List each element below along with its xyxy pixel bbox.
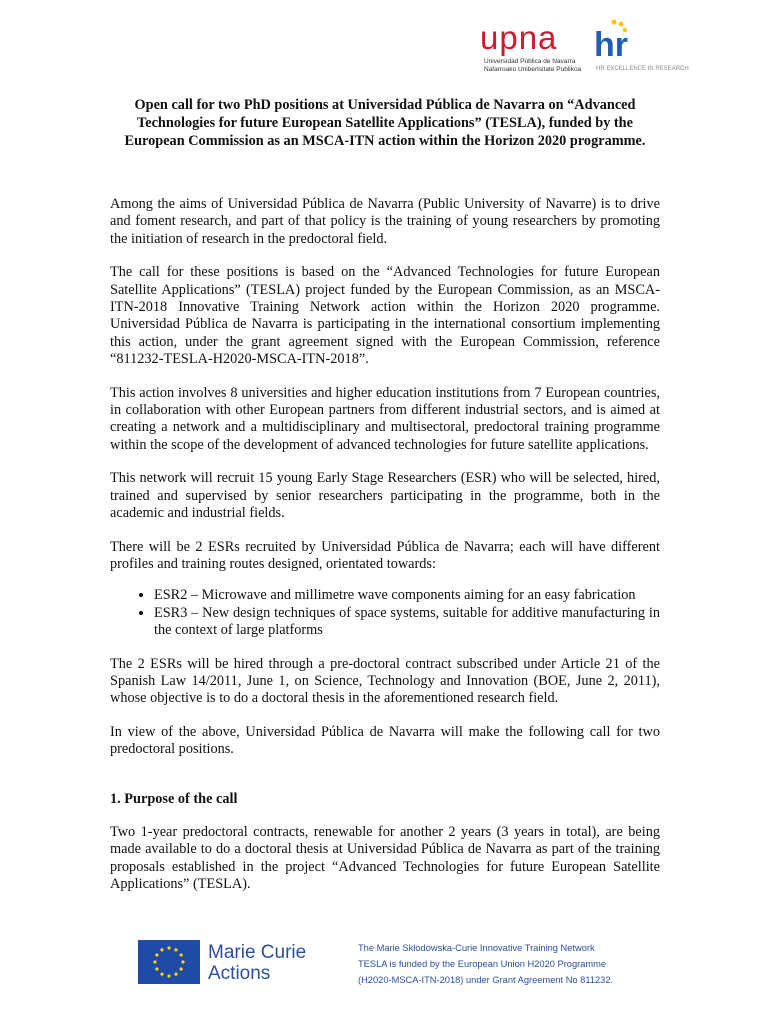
- eu-flag-icon: [138, 940, 200, 984]
- list-item: • ESR3 – New design techniques of space systems, suitable for additive manufacturing in the context of large platforms: [154, 605, 660, 640]
- list-item: • ESR2 – Microwave and millimetre wave components aiming for an easy fabrication: [154, 587, 660, 604]
- section-heading: 1. Purpose of the call: [110, 790, 238, 807]
- funding-note-line3: (H2020-MSCA-ITN-2018) under Grant Agreement No 811232.: [358, 975, 614, 985]
- marie-curie-logo: [138, 940, 338, 986]
- eu-star-icon: [160, 973, 163, 976]
- eu-star-icon: [167, 974, 170, 977]
- eu-star-icon: [167, 946, 170, 949]
- upna-logo: [480, 19, 590, 73]
- marie-curie-text: [208, 942, 306, 984]
- section-paragraph: Two 1-year predoctoral contracts, renewable for another 2 years (3 years in total), are being made available to do a doctoral thesis at Universidad Pública de Navarra as part of the training proposals established in the project “Advanced Technologies for future European Satellite Applications” (TESLA).: [110, 823, 660, 893]
- mc-line1: Marie Curie: [208, 942, 307, 963]
- esr-list: [110, 587, 660, 639]
- funding-note-line2: TESLA is funded by the European Union H2020 Programme: [358, 959, 607, 969]
- eu-star-icon: [153, 960, 156, 963]
- hr-excellence-logo: [592, 16, 692, 72]
- funding-note: [358, 940, 668, 988]
- paragraph-network: This network will recruit 15 young Early Stage Researchers (ESR) who will be selected, hired, trained and supervised by senior researchers participating in the programme, both in the academic and industrial fields.: [110, 470, 660, 522]
- eu-star-icon: [180, 967, 183, 970]
- eu-star-icon: [160, 948, 163, 951]
- eu-star-icon: [155, 967, 158, 970]
- eu-star-icon: [155, 953, 158, 956]
- paragraph-action: This action involves 8 universities and higher education institutions from 7 European countries, in collaboration with other European partners from different industrial sectors, and is aimed at creating a network and a multidisciplinary and multisectoral, predoctoral training programme within the scope of the development of advanced technologies for future satellite applications.: [110, 384, 660, 453]
- mc-line2: Actions: [208, 963, 271, 984]
- eu-star-icon: [174, 948, 177, 951]
- paragraph-aims: Among the aims of Universidad Pública de Navarra (Public University of Navarre) is to drive and foment research, and part of that policy is the training of young researchers by promoting the initiation of research in the predoctoral field.: [110, 196, 660, 247]
- eu-star-icon: [174, 973, 177, 976]
- upna-logo-subtitle: [480, 58, 590, 73]
- paragraph-esrs: There will be 2 ESRs recruited by Universidad Pública de Navarra; each will have different profiles and training routes designed, orientated towards:: [110, 538, 660, 572]
- eu-star-icon: [181, 960, 184, 963]
- hr-logo-icon: [592, 16, 632, 60]
- hr-logo-subtitle: HR EXCELLENCE IN RESEARCH: [596, 66, 689, 72]
- funding-note-line1: The Marie Skłodowska-Curie Innovative Training Network: [358, 943, 595, 953]
- paragraph-call-basis: The call for these positions is based on the “Advanced Technologies for future European Satellite Applications” (TESLA) project funded by the European Commission, as an MSCA-ITN-2018 Innovative Training Network action within the Horizon 2020 programme. Universidad Pública de Navarra is participating in the international consortium implementing this action, under the grant agreement signed with the European Commission, reference “811232-TESLA-H2020-MSCA-ITN-2018”.: [110, 264, 660, 368]
- document-title: Open call for two PhD positions at Universidad Pública de Navarra on “Advanced Technologies for future European Satellite Applications” (TESLA), funded by the European Commission as an MSCA-ITN action within the Horizon 2020 programme.: [124, 97, 646, 149]
- paragraph-hiring: The 2 ESRs will be hired through a pre-doctoral contract subscribed under Article 21 of the Spanish Law 14/2011, June 1, on Science, Technology and Innovation (BOE, June 2, 2011), whose objective is to do a doctoral thesis in the aforementioned research field.: [110, 655, 660, 707]
- upna-subtitle-line2: Nafarroako Unibertsitate Publikoa: [484, 65, 582, 73]
- upna-subtitle-line1: Universidad Pública de Navarra: [484, 58, 576, 65]
- eu-star-icon: [180, 953, 183, 956]
- upna-logo-text: upna: [480, 19, 558, 56]
- hr-logo-text: hr: [594, 26, 628, 60]
- paragraph-view: In view of the above, Universidad Pública de Navarra will make the following call for two predoctoral positions.: [110, 723, 660, 758]
- document-body: [110, 196, 660, 910]
